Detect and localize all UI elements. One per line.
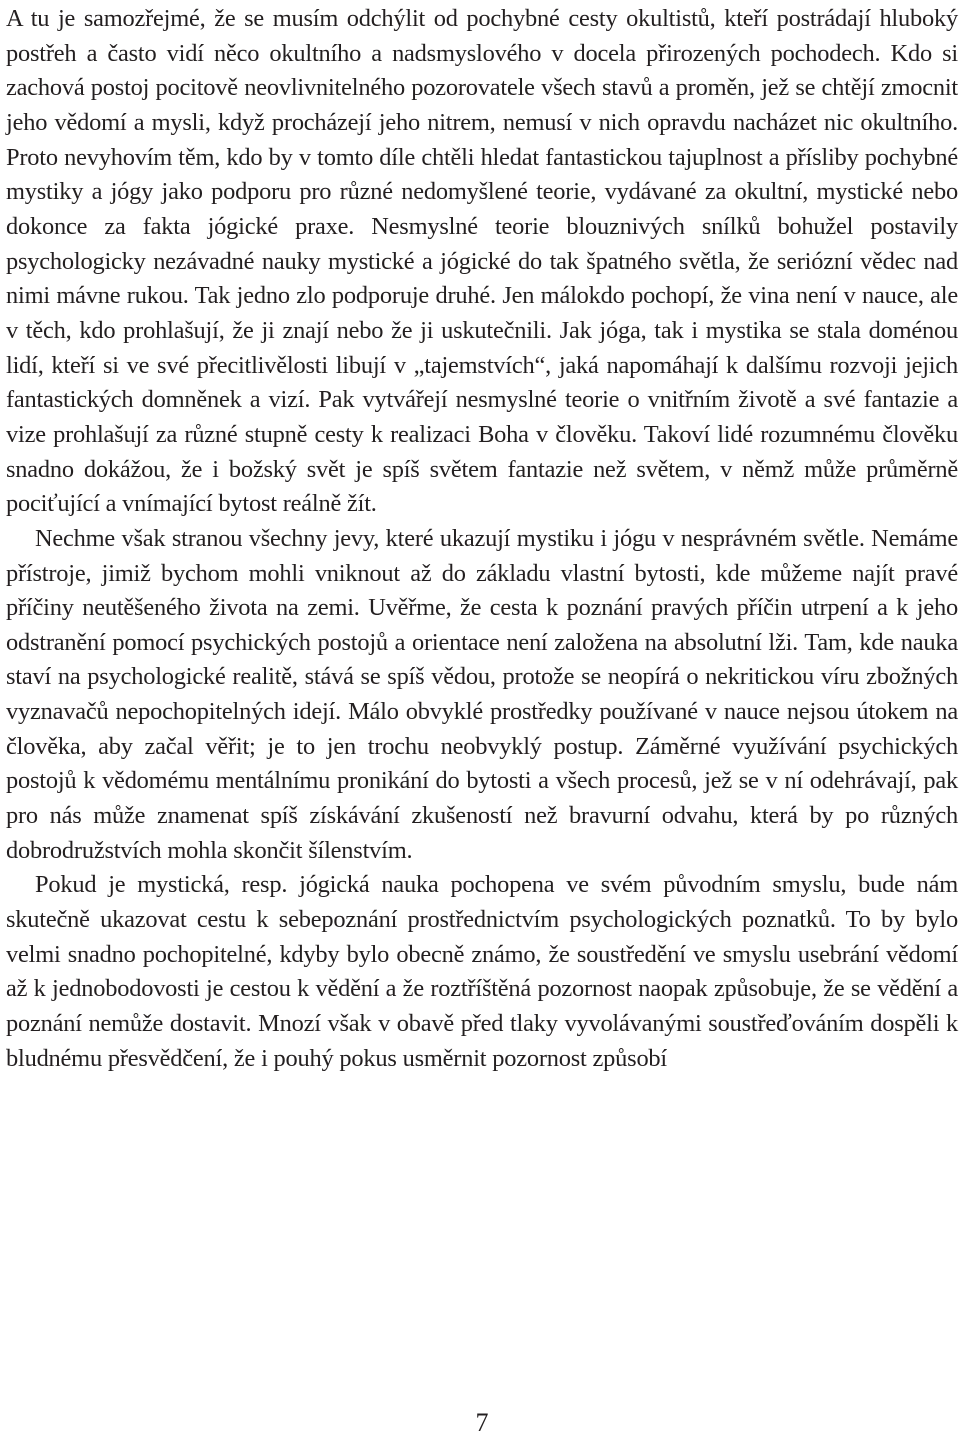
page-number: 7 (475, 1408, 489, 1437)
document-page (6, 0, 958, 1445)
paragraph-2: Nechme však stranou všechny jevy, které ukazují mystiku i jógu v nesprávném světle. Nemáme přístroje, jimiž bychom mohli vniknout až do základu vlastní bytosti, kde můžeme najít pravé příčiny neutěšeného života na zemi. Uvěřme, že cesta k poznání pravých příčin utrpení a k jeho odstranění pomocí psychických postojů a orientace není založena na absolutní lži. Tam, kde nauka staví na psychologické realitě, stává se spíš vědou, protože se neopírá o nekritickou víru zbožných vyznavačů nepochopitelných idejí. Málo obvyklé prostředky používané v nauce nejsou útokem na člověka, aby začal věřit; je to jen trochu neobvyklý postup. Záměrné využívání psychických postojů k vědomému mentálnímu pronikání do bytosti a všech procesů, jež se v ní odehrávají, pak pro nás může znamenat spíš získávání zkušeností než bravurní odvahu, která by po různých dobrodružstvích mohla skončit šílenstvím. (6, 524, 958, 864)
paragraph-1: A tu je samozřejmé, že se musím odchýlit od pochybné cesty okultistů, kteří postrádají hluboký postřeh a často vidí něco okultního a nadsmyslového v docela přirozených pochodech. Kdo si zachová postoj pocitově neovlivnitelného pozorovatele všech stavů a proměn, jež se chtějí zmocnit jeho vědomí a mysli, když procházejí jeho nitrem, nemusí v nich opravdu nacházet nic okultního. Proto nevyhovím těm, kdo by v tomto díle chtěli hledat fantastickou tajuplnost a přísliby pochybné mystiky a jógy jako podporu pro různé nedomyšlené teorie, vydávané za okultní, mystické nebo dokonce za fakta jógické praxe. Nesmyslné teorie blouznivých snílků bohužel postavily psychologicky nezávadné nauky mystické a jógické do tak špatného světla, že seriózní vědec nad nimi mávne rukou. Tak jedno zlo podporuje druhé. Jen málokdo pochopí, že vina není v nauce, ale v těch, kdo prohlašují, že ji znají nebo že ji uskutečnili. Jak jóga, tak i mystika se stala doménou lidí, kteří si ve své přecitlivělosti libují v „tajemstvích“, jaká napomáhají k dalšímu rozvoji jejich fantastických domněnek a vizí. Pak vytvářejí nesmyslné teorie o vnitřním životě a své fantazie a vize prohlašují za různé stupně cesty k realizaci Boha v člověku. Takoví lidé rozumnému člověku snadno dokážou, že i božský svět je spíš světem fantazie než světem, v němž může průměrně pociťující a vnímající bytost reálně žít. (6, 5, 958, 518)
paragraph-3: Pokud je mystická, resp. jógická nauka pochopena ve svém původním smyslu, bude nám skutečně ukazovat cestu k sebepoznání prostřednictvím psychologických poznatků. To by bylo velmi snadno pochopitelné, kdyby bylo obecně známo, že soustředění ve smyslu usebrání vědomí až k jednobodovosti je cestou k vědění a že roztříštěná pozornost naopak způsobuje, že se vědění a poznání nemůže dostavit. Mnozí však v obavě před tlaky vyvolávanými soustřeďováním dospěli k bludnému přesvědčení, že i pouhý pokus usměrnit pozornost způsobí (6, 871, 958, 1072)
body-text (6, 2, 958, 1076)
